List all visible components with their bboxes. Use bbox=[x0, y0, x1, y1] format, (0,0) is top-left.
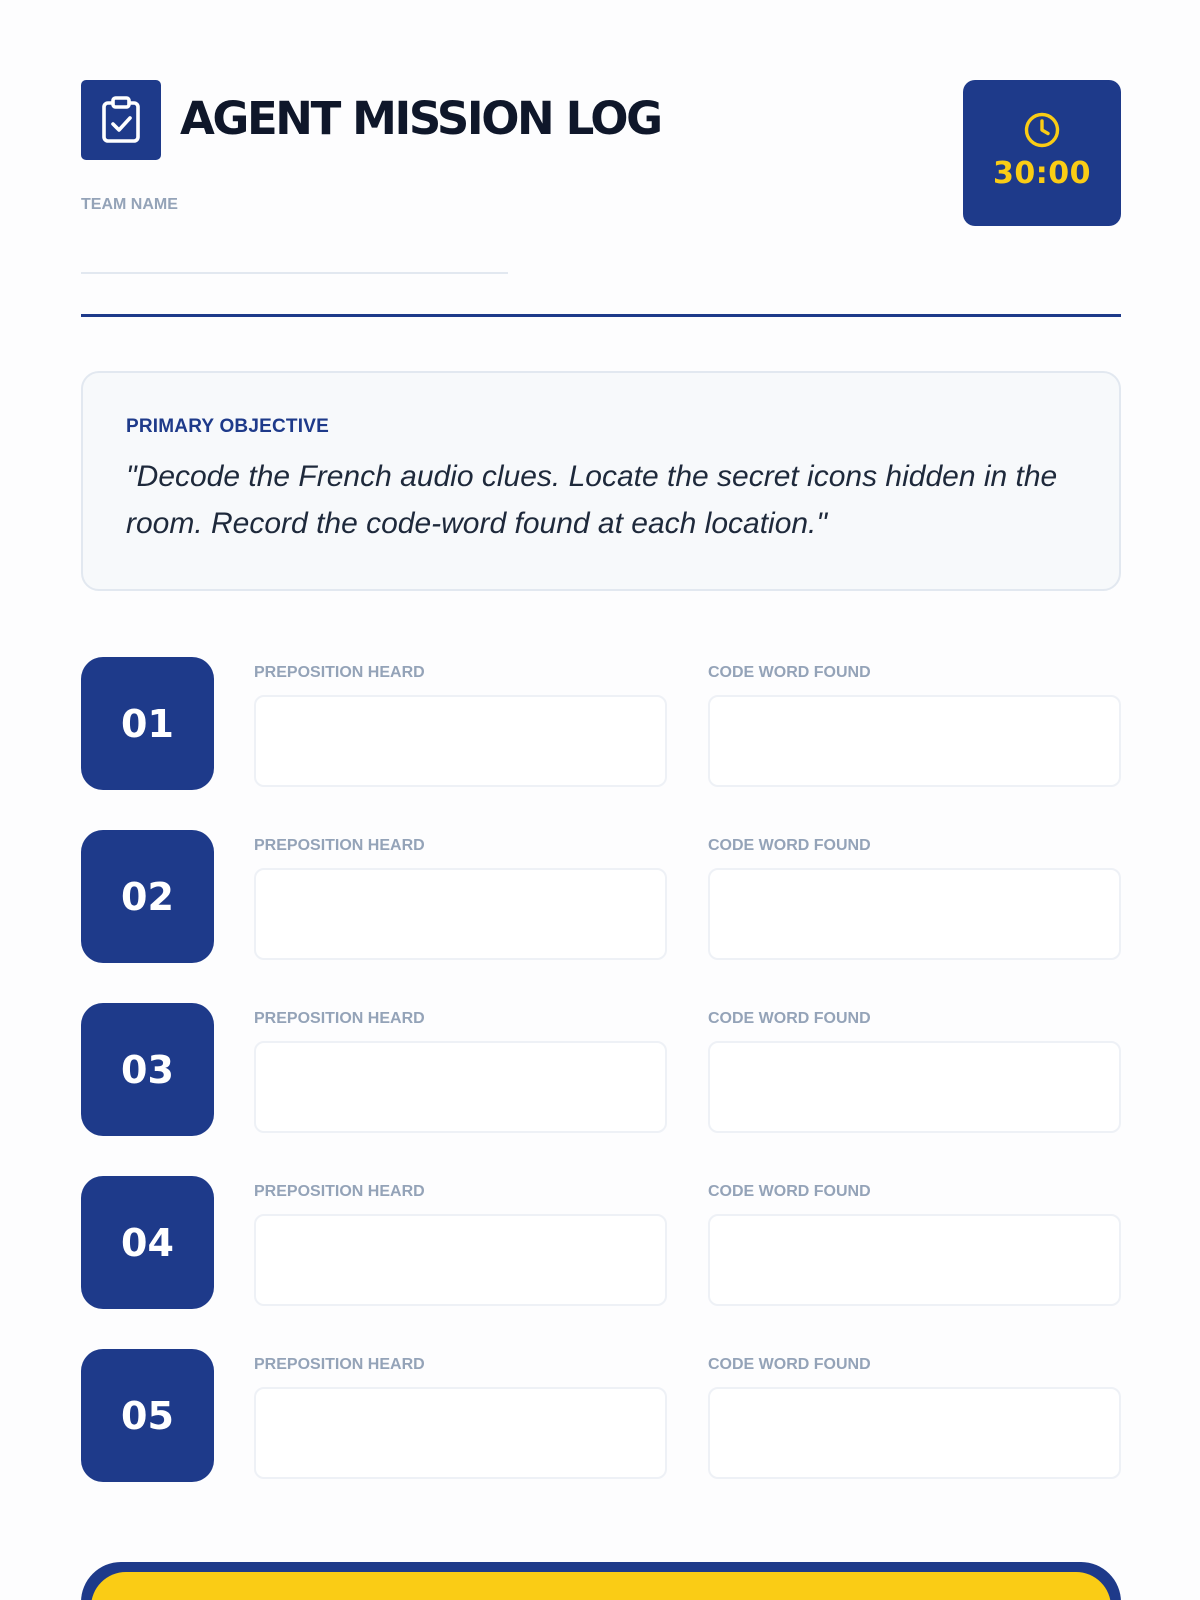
mission-row bbox=[81, 1349, 1121, 1482]
code-word-label: CODE WORD FOUND bbox=[708, 1356, 871, 1373]
mission-number-badge: 05 bbox=[81, 1349, 214, 1482]
code-word-label: CODE WORD FOUND bbox=[708, 1183, 871, 1200]
header-divider bbox=[81, 314, 1121, 317]
primary-objective-card bbox=[81, 371, 1121, 591]
objective-text: "Decode the French audio clues. Locate the secret icons hidden in the room. Record the code-word found at each location." bbox=[126, 460, 1058, 540]
footer-banner-fill bbox=[91, 1572, 1111, 1600]
code-word-label: CODE WORD FOUND bbox=[708, 1010, 871, 1027]
mission-list bbox=[81, 657, 1121, 1522]
page-title: AGENT MISSION LOG bbox=[180, 92, 661, 145]
clock-icon bbox=[1022, 110, 1062, 150]
mission-number-badge: 01 bbox=[81, 657, 214, 790]
preposition-input[interactable] bbox=[254, 1041, 667, 1133]
preposition-label: PREPOSITION HEARD bbox=[254, 1356, 425, 1373]
preposition-label: PREPOSITION HEARD bbox=[254, 664, 425, 681]
preposition-input[interactable] bbox=[254, 1387, 667, 1479]
mission-number-badge: 02 bbox=[81, 830, 214, 963]
code-word-label: CODE WORD FOUND bbox=[708, 664, 871, 681]
mission-row bbox=[81, 657, 1121, 790]
team-name-label: TEAM NAME bbox=[81, 196, 178, 213]
code-word-input[interactable] bbox=[708, 868, 1121, 960]
mission-number-badge: 03 bbox=[81, 1003, 214, 1136]
code-word-label: CODE WORD FOUND bbox=[708, 837, 871, 854]
mission-number-badge: 04 bbox=[81, 1176, 214, 1309]
clipboard-check-icon bbox=[81, 80, 161, 160]
footer-banner bbox=[81, 1562, 1121, 1600]
team-name-input[interactable] bbox=[81, 222, 508, 274]
preposition-label: PREPOSITION HEARD bbox=[254, 1183, 425, 1200]
timer-value: 30:00 bbox=[993, 155, 1091, 191]
objective-label: PRIMARY OBJECTIVE bbox=[126, 416, 329, 437]
mission-row bbox=[81, 830, 1121, 963]
mission-row bbox=[81, 1176, 1121, 1309]
preposition-label: PREPOSITION HEARD bbox=[254, 1010, 425, 1027]
code-word-input[interactable] bbox=[708, 1214, 1121, 1306]
preposition-input[interactable] bbox=[254, 1214, 667, 1306]
mission-row bbox=[81, 1003, 1121, 1136]
code-word-input[interactable] bbox=[708, 695, 1121, 787]
preposition-label: PREPOSITION HEARD bbox=[254, 837, 425, 854]
timer-badge bbox=[963, 80, 1121, 226]
preposition-input[interactable] bbox=[254, 868, 667, 960]
preposition-input[interactable] bbox=[254, 695, 667, 787]
code-word-input[interactable] bbox=[708, 1387, 1121, 1479]
code-word-input[interactable] bbox=[708, 1041, 1121, 1133]
